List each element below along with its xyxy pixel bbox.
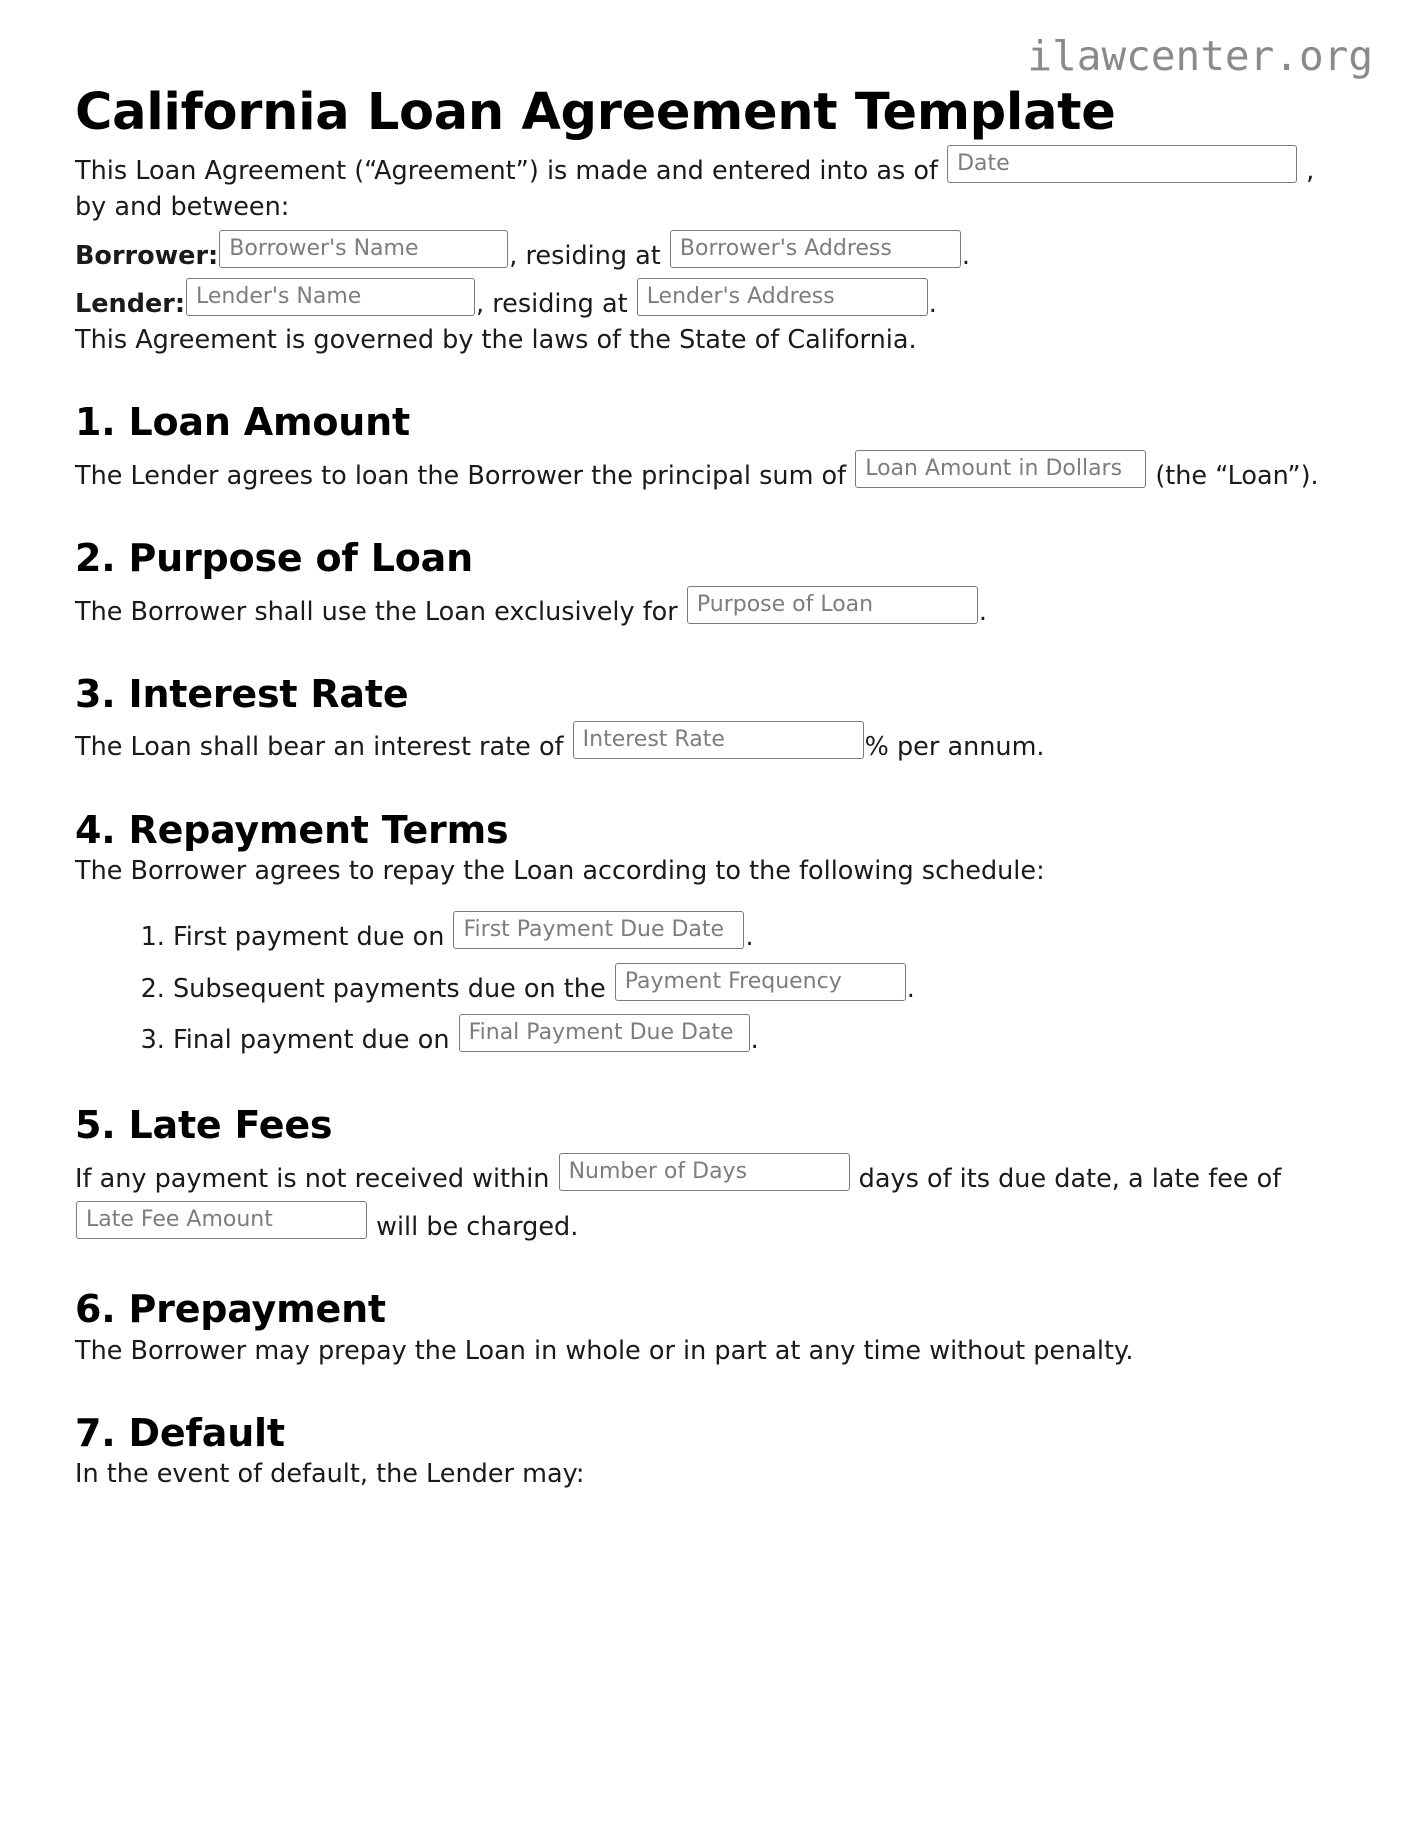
list-item: [173, 1010, 1336, 1061]
loan-amount-paragraph: [75, 446, 1336, 494]
schedule-item-1-text-after: .: [745, 922, 754, 953]
section-heading-late-fees: 5. Late Fees: [75, 1102, 333, 1147]
borrower-period: .: [961, 240, 971, 271]
late-fees-text-before: If any payment is not received within: [75, 1163, 550, 1194]
schedule-item-2-text-after: .: [906, 973, 915, 1004]
borrower-line: [75, 226, 1336, 274]
lender-address-input[interactable]: Lender's Address: [637, 278, 928, 316]
first-payment-due-date-input[interactable]: First Payment Due Date: [453, 911, 744, 949]
lender-name-input[interactable]: Lender's Name: [186, 278, 475, 316]
purpose-text-after: .: [978, 596, 987, 627]
loan-amount-text-before: The Lender agrees to loan the Borrower the principal sum of: [75, 460, 847, 491]
lender-period: .: [928, 288, 937, 319]
borrower-residing-text: , residing at: [509, 240, 661, 271]
list-item: [173, 959, 1336, 1010]
borrower-address-input[interactable]: Borrower's Address: [670, 230, 961, 268]
lender-line: [75, 274, 1336, 322]
interest-rate-paragraph: [75, 717, 1336, 765]
borrower-name-input[interactable]: Borrower's Name: [219, 230, 508, 268]
borrower-label: Borrower:: [75, 240, 219, 271]
prepayment-paragraph: The Borrower may prepay the Loan in whole or in part at any time without penalty.: [75, 1335, 1134, 1366]
payment-frequency-input[interactable]: Payment Frequency: [615, 963, 906, 1001]
intro-text-after-date: , by and between:: [75, 156, 1315, 223]
page-title: California Loan Agreement Template: [75, 83, 1116, 142]
default-paragraph: In the event of default, the Lender may:: [75, 1459, 585, 1490]
schedule-item-3-text-after: .: [750, 1024, 759, 1055]
section-heading-repayment-terms: 4. Repayment Terms: [75, 807, 509, 852]
section-heading-prepayment: 6. Prepayment: [75, 1286, 386, 1331]
schedule-item-1-text-before: First payment due on: [173, 922, 445, 953]
schedule-item-3-text-before: Final payment due on: [173, 1024, 450, 1055]
section-heading-purpose: 2. Purpose of Loan: [75, 535, 473, 580]
late-fees-paragraph: [75, 1149, 1336, 1245]
late-fee-amount-input[interactable]: Late Fee Amount: [76, 1201, 367, 1239]
final-payment-due-date-input[interactable]: Final Payment Due Date: [459, 1014, 750, 1052]
loan-amount-input[interactable]: Loan Amount in Dollars: [855, 450, 1146, 488]
intro-text-before-date: This Loan Agreement (“Agreement”) is made and entered into as of: [75, 156, 938, 187]
site-watermark: ilawcenter.org: [1027, 32, 1373, 80]
loan-amount-text-after: (the “Loan”).: [1155, 460, 1319, 491]
repayment-intro-paragraph: The Borrower agrees to repay the Loan according to the following schedule:: [75, 856, 1045, 887]
interest-rate-input[interactable]: Interest Rate: [573, 721, 864, 759]
date-input[interactable]: Date: [947, 145, 1297, 183]
repayment-schedule-list: [75, 889, 1336, 1061]
intro-paragraph: [75, 141, 1336, 225]
section-heading-loan-amount: 1. Loan Amount: [75, 400, 410, 445]
section-heading-interest-rate: 3. Interest Rate: [75, 671, 409, 716]
late-fees-text-after: will be charged.: [376, 1211, 579, 1242]
section-heading-default: 7. Default: [75, 1410, 285, 1455]
purpose-paragraph: [75, 582, 1336, 630]
governing-law-paragraph: This Agreement is governed by the laws of the State of California.: [75, 324, 917, 355]
schedule-item-2-text-before: Subsequent payments due on the: [173, 973, 606, 1004]
lender-label: Lender:: [75, 288, 186, 319]
purpose-text-before: The Borrower shall use the Loan exclusively for: [75, 596, 678, 627]
late-fees-text-middle: days of its due date, a late fee of: [858, 1163, 1282, 1194]
lender-residing-text: , residing at: [476, 288, 628, 319]
interest-text-before: The Loan shall bear an interest rate of: [75, 732, 564, 763]
purpose-input[interactable]: Purpose of Loan: [687, 586, 978, 624]
interest-text-after: % per annum.: [864, 732, 1045, 763]
list-item: [173, 907, 1336, 958]
number-of-days-input[interactable]: Number of Days: [559, 1153, 850, 1191]
